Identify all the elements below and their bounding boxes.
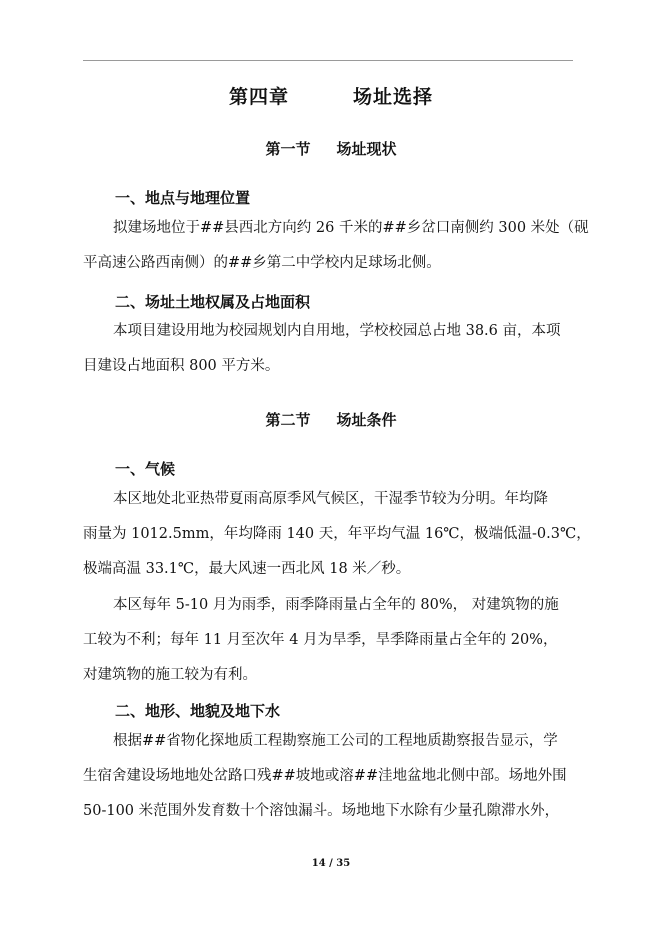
heading-land-ownership: 二、场址土地权属及占地面积 (115, 293, 311, 311)
paragraph-line: 本项目建设用地为校园规划内自用地，学校校园总占地 38.6 亩，本项 (113, 323, 561, 339)
paragraph-line: 本区地处北亚热带夏雨高原季风气候区，干湿季节较为分明。年均降 (113, 491, 548, 507)
paragraph-location (83, 211, 589, 281)
heading-terrain: 二、地形、地貌及地下水 (115, 702, 281, 720)
section-1-number: 第一节 (265, 140, 311, 158)
chapter-title (0, 82, 662, 109)
heading-climate: 一、气候 (115, 460, 176, 478)
chapter-number: 第四章 (228, 86, 289, 108)
paragraph-terrain (83, 724, 575, 829)
paragraph-line: 极端高温 33.1℃，最大风速一西北风 18 米／秒。 (83, 561, 411, 577)
paragraph-line: 平高速公路西南侧）的##乡第二中学校内足球场北侧。 (83, 255, 441, 271)
section-2-name: 场址条件 (336, 411, 397, 429)
paragraph-land-ownership (83, 314, 575, 384)
page-number: 14 / 35 (311, 858, 351, 869)
section-1-title (0, 138, 662, 159)
paragraph-line: 工较为不利；每年 11 月至次年 4 月为旱季，旱季降雨量占全年的 20%， (83, 632, 558, 648)
heading-location: 一、地点与地理位置 (115, 189, 251, 207)
section-2-number: 第二节 (265, 411, 311, 429)
paragraph-line: 对建筑物的施工较为有利。 (83, 667, 257, 683)
paragraph-line: 目建设占地面积 800 平方米。 (83, 358, 280, 374)
header-rule (83, 60, 573, 61)
section-2-title (0, 409, 662, 430)
paragraph-line: 本区每年 5-10 月为雨季，雨季降雨量占全年的 80%， 对建筑物的施 (113, 597, 559, 613)
paragraph-line: 生宿舍建设场地地处岔路口残##坡地或溶##洼地盆地北侧中部。场地外围 (83, 768, 567, 784)
paragraph-line: 雨量为 1012.5mm，年均降雨 140 天，年平均气温 16℃，极端低温-0.3℃， (83, 526, 591, 542)
paragraph-line: 50-100 米范围外发育数十个溶蚀漏斗。场地地下水除有少量孔隙滞水外， (83, 803, 560, 819)
chapter-name: 场址选择 (353, 86, 434, 108)
paragraph-rainy-season (83, 588, 575, 693)
paragraph-climate (83, 482, 591, 587)
paragraph-line: 根据##省物化探地质工程勘察施工公司的工程地质勘察报告显示，学 (113, 733, 558, 749)
section-1-name: 场址现状 (336, 140, 397, 158)
paragraph-line: 拟建场地位于##县西北方向约 26 千米的##乡岔口南侧约 300 米处（砚 (113, 220, 589, 236)
